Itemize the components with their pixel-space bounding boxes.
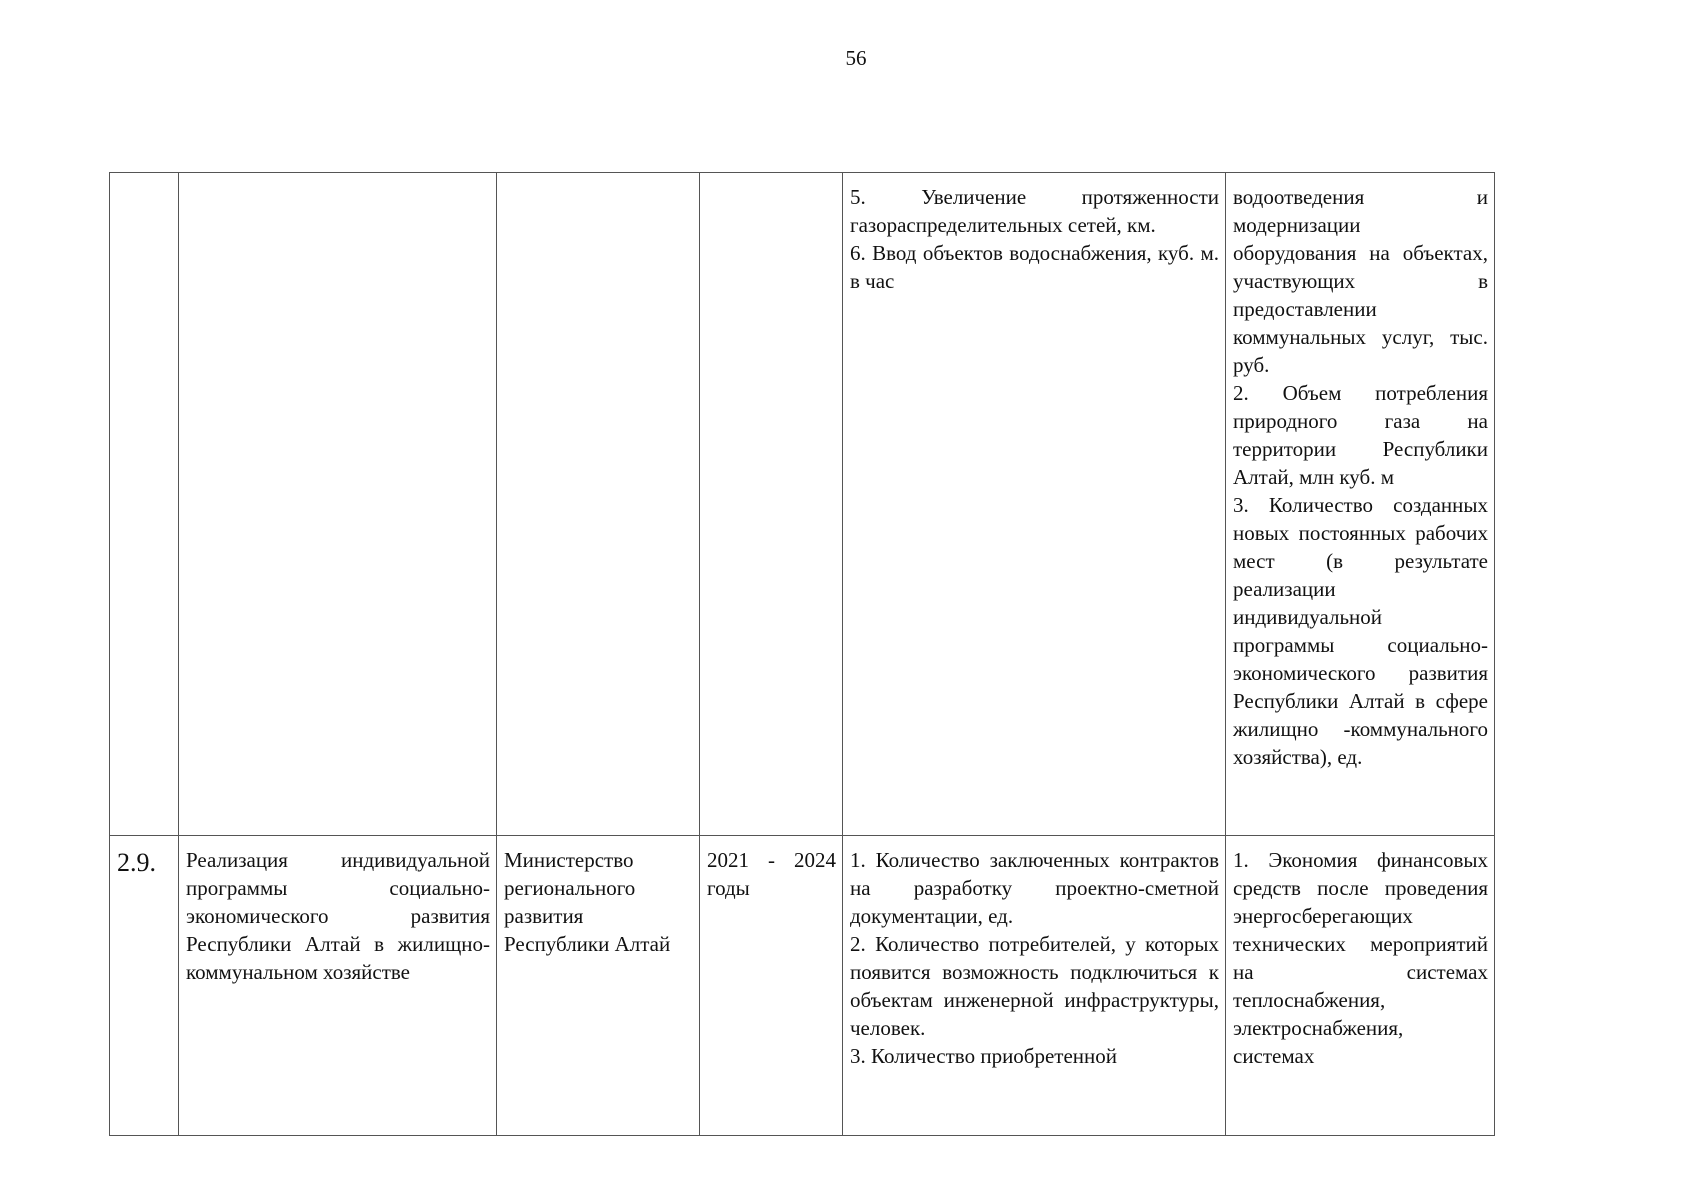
cell-measure-name xyxy=(179,173,497,836)
table-row xyxy=(110,173,1495,836)
indicator-item: 1. Количество заключенных контрактов на разработку проектно-сметной документации, ед. xyxy=(850,848,1219,928)
cell-indicators xyxy=(843,836,1226,1136)
cell-results xyxy=(1226,173,1495,836)
result-item: водоотведения и модернизации оборудования на объектах, участвующих в предоставлении коммунальных услуг, тыс. руб. xyxy=(1233,185,1488,377)
cell-number: 2.9. xyxy=(110,836,179,1136)
indicator-item: 6. Ввод объектов водоснабжения, куб. м. в час xyxy=(850,241,1219,293)
cell-measure-name: Реализация индивидуальной программы социально-экономического развития Республики Алтай в жилищно-коммунальном хозяйстве xyxy=(179,836,497,1136)
cell-results xyxy=(1226,836,1495,1136)
cell-responsible: Министерство регионального развития Республики Алтай xyxy=(497,836,700,1136)
indicator-item: 3. Количество приобретенной xyxy=(850,1044,1118,1068)
measures-table xyxy=(109,172,1495,1136)
table-row xyxy=(110,836,1495,1136)
result-item: 1. Экономия финансовых средств после проведения энергосберегающих технических мероприятий на системах теплоснабжения, электроснабжения, системах xyxy=(1233,848,1488,1068)
page-number: 56 xyxy=(845,46,867,70)
indicator-item: 2. Количество потребителей, у которых появится возможность подключиться к объектам инженерной инфраструктуры, человек. xyxy=(850,932,1219,1040)
cell-number xyxy=(110,173,179,836)
cell-period: 2021 - 2024 годы xyxy=(700,836,843,1136)
result-item: 2. Объем потребления природного газа на территории Республики Алтай, млн куб. м xyxy=(1233,381,1488,489)
cell-responsible xyxy=(497,173,700,836)
result-item: 3. Количество созданных новых постоянных рабочих мест (в результате реализации индивидуальной программы социально-экономического развития Республики Алтай в сфере жилищно -коммунального хозяйства), ед. xyxy=(1233,493,1488,769)
cell-indicators xyxy=(843,173,1226,836)
indicator-item: 5. Увеличение протяженности газораспределительных сетей, км. xyxy=(850,185,1219,237)
cell-period xyxy=(700,173,843,836)
